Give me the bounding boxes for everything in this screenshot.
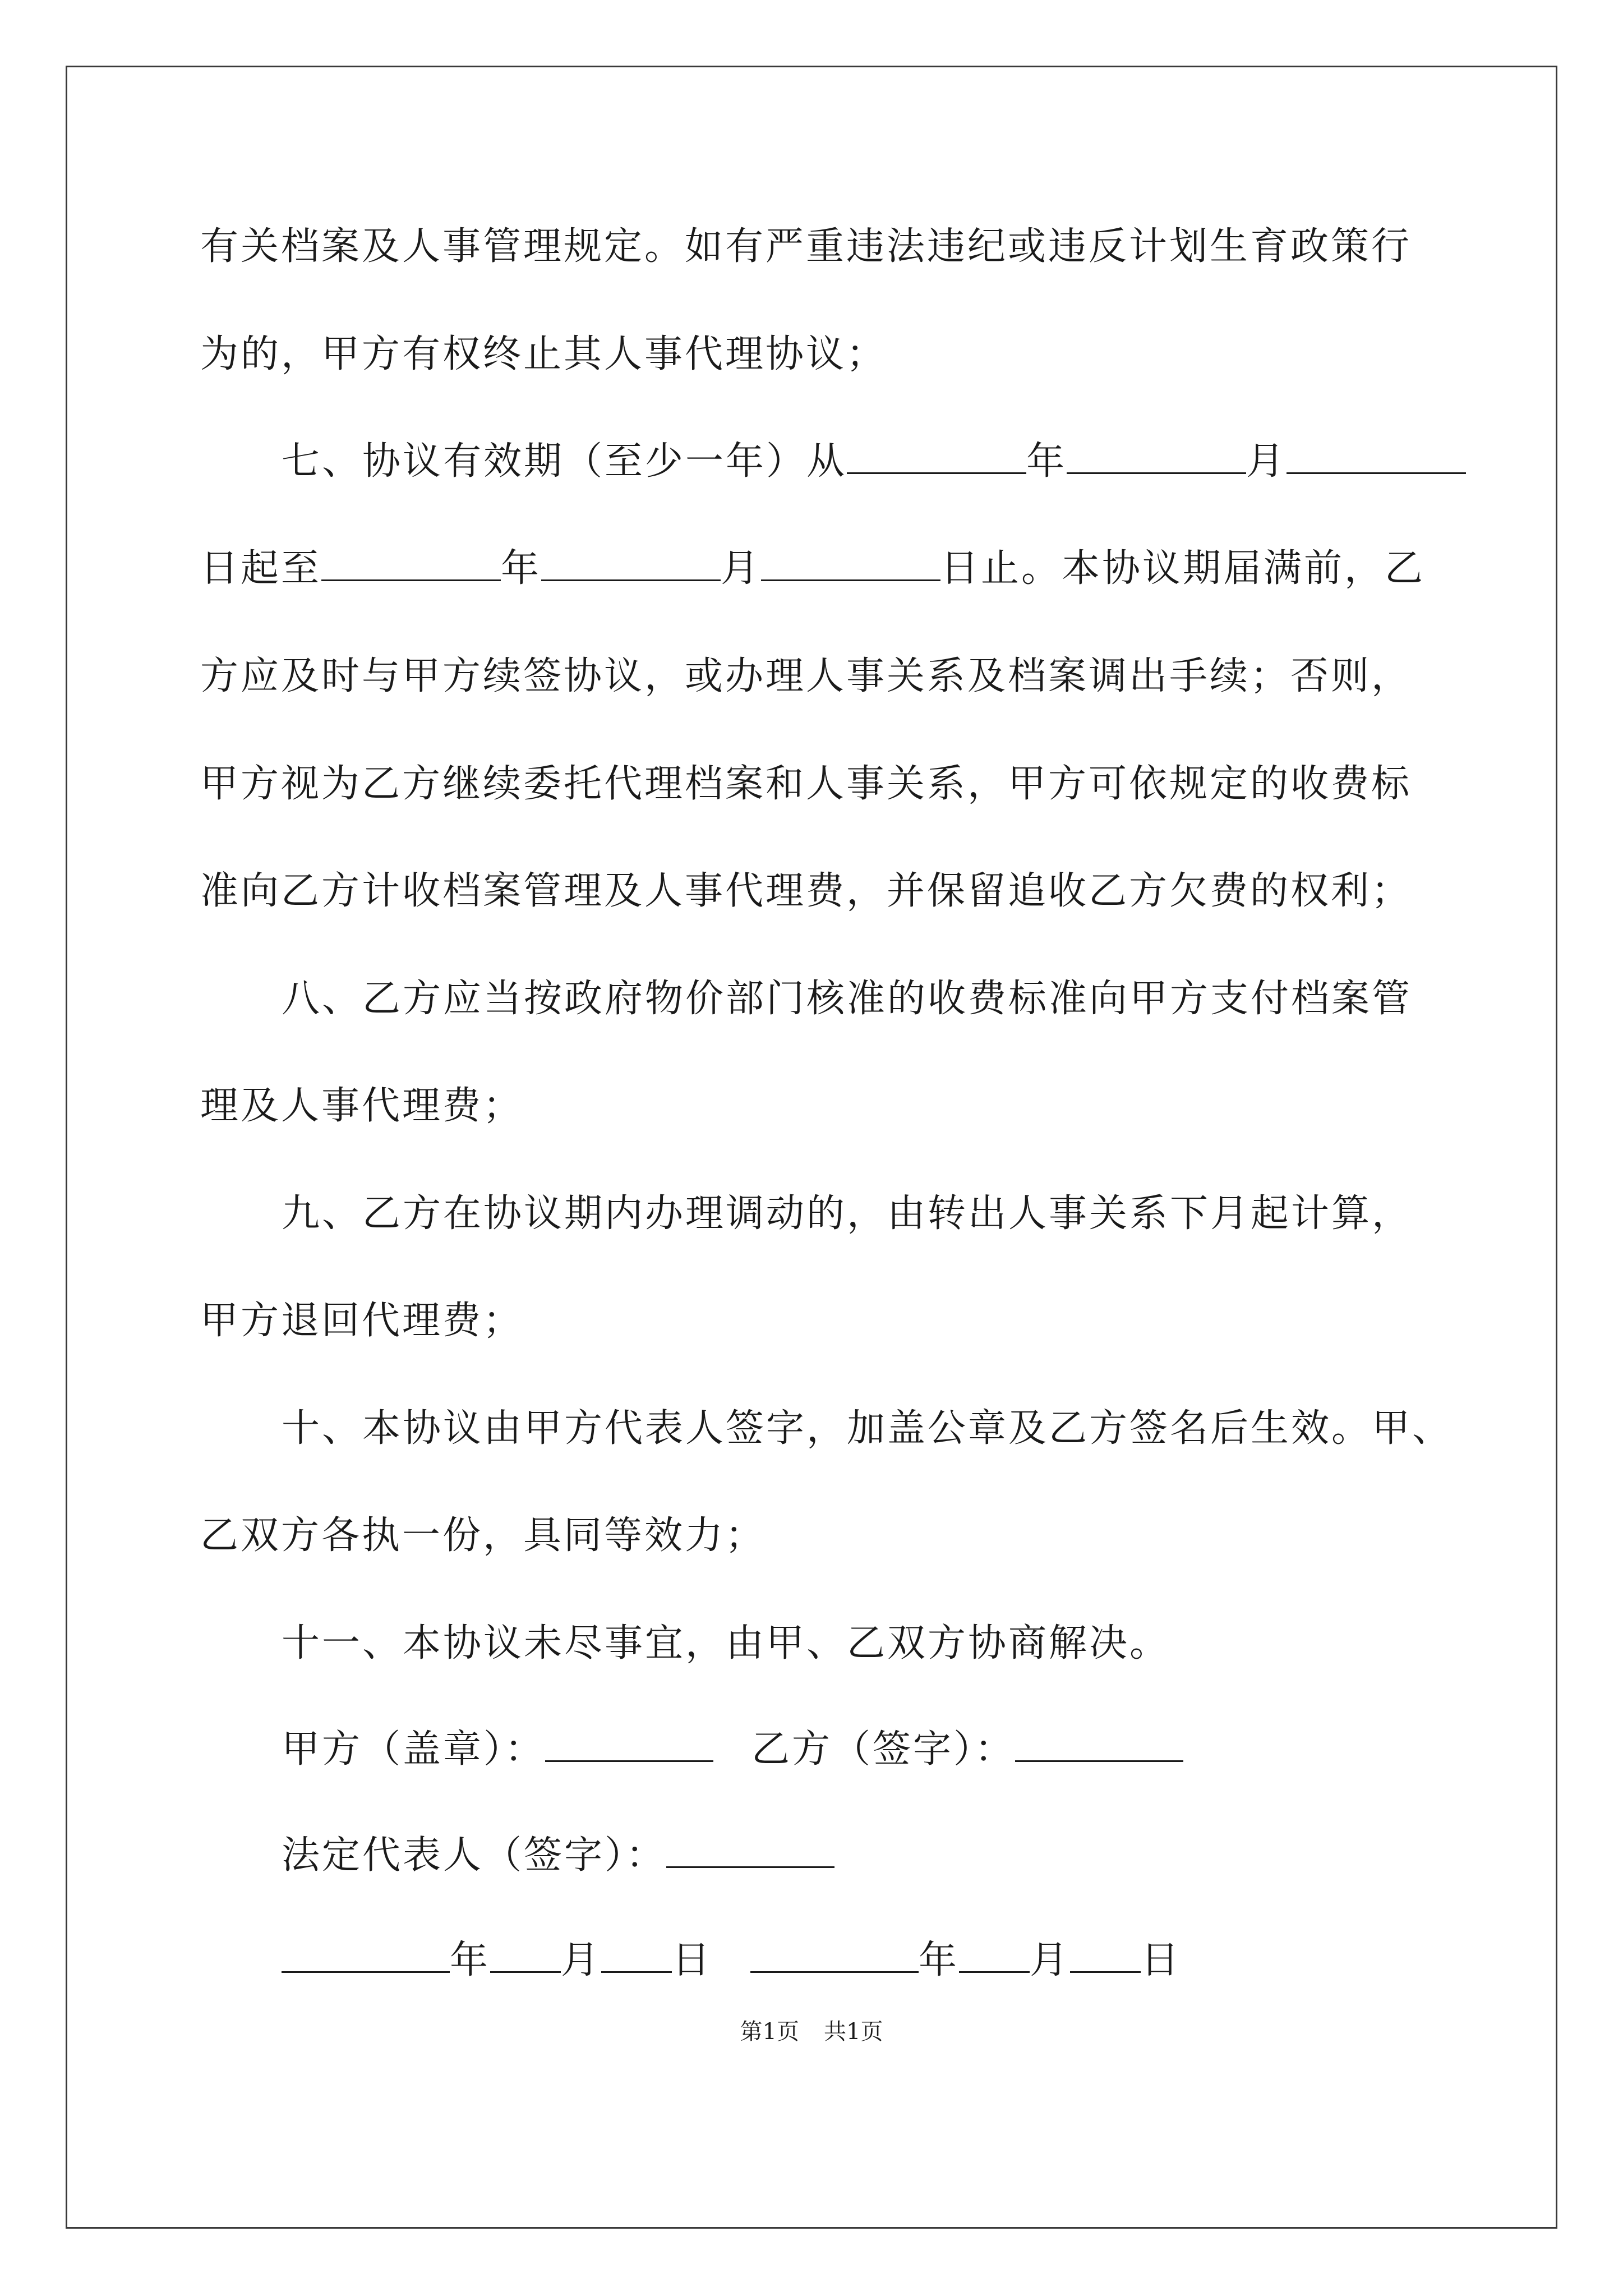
paragraph-line-5: 方应及时与甲方续签协议，或办理人事关系及档案调出手续；否则， — [200, 654, 1412, 698]
end-year-blank — [321, 548, 501, 581]
legal-rep-signature-blank — [666, 1835, 834, 1868]
end-day-blank — [761, 548, 940, 581]
start-year-blank — [847, 441, 1026, 474]
clause-8-line-1: 八、乙方应当按政府物价部门核准的收费标准向甲方支付档案管 — [282, 977, 1413, 1021]
party-a-day-blank — [601, 1940, 672, 1973]
legal-rep-label: 法定代表人（签字）： — [282, 1833, 667, 1878]
party-b-label: 乙方（签字）： — [751, 1727, 1016, 1772]
paragraph-line-6: 甲方视为乙方继续委托代理档案和人事关系，甲方可依规定的收费标 — [200, 762, 1412, 806]
page-border — [66, 66, 1557, 2229]
party-b-year-blank — [750, 1940, 919, 1973]
clause-9-line-2: 甲方退回代理费； — [200, 1299, 524, 1343]
month-label: 月 — [1246, 439, 1287, 484]
party-a-year-blank — [282, 1940, 450, 1973]
day-label: 日 — [672, 1938, 713, 1982]
paragraph-line-1: 有关档案及人事管理规定。如有严重违法违纪或违反计划生育政策行 — [200, 224, 1412, 269]
year-label: 年 — [450, 1938, 491, 1982]
clause-7-text: 七、协议有效期（至少一年）从 — [282, 439, 847, 484]
clause-7-continuation: 日止。本协议期届满前，乙 — [940, 546, 1426, 591]
year-label: 年 — [919, 1938, 960, 1982]
start-month-blank — [1067, 441, 1246, 474]
party-b-day-blank — [1070, 1940, 1141, 1973]
year-label: 年 — [1026, 439, 1067, 484]
year-label: 年 — [501, 546, 542, 591]
month-label: 月 — [1030, 1938, 1071, 1982]
start-day-blank — [1287, 441, 1466, 474]
paragraph-line-7: 准向乙方计收档案管理及人事代理费，并保留追收乙方欠费的权利； — [200, 869, 1412, 913]
party-a-seal-blank — [545, 1729, 713, 1762]
page-total: 共1页 — [824, 2019, 883, 2045]
end-month-blank — [541, 548, 721, 581]
clause-9-line-1: 九、乙方在协议期内办理调动的，由转出人事关系下月起计算， — [282, 1191, 1413, 1236]
clause-7-line-2 — [200, 541, 1425, 597]
clause-10-line-1: 十、本协议由甲方代表人签字，加盖公章及乙方签名后生效。甲、 — [282, 1406, 1453, 1451]
clause-10-line-2: 乙双方各执一份，具同等效力； — [200, 1513, 766, 1558]
date-line — [282, 1932, 1181, 1989]
start-day-suffix: 日起至 — [200, 546, 322, 591]
party-b-month-blank — [959, 1940, 1030, 1973]
clause-8-line-2: 理及人事代理费； — [200, 1084, 524, 1128]
page-number: 第1页 — [740, 2019, 799, 2045]
paragraph-line-2: 为的，甲方有权终止其人事代理协议； — [200, 332, 887, 376]
signature-line-legal-rep — [282, 1828, 834, 1884]
month-label: 月 — [721, 546, 762, 591]
page-footer — [0, 2014, 1623, 2046]
clause-11: 十一、本协议未尽事宜，由甲、乙双方协商解决。 — [282, 1621, 1170, 1665]
party-a-label: 甲方（盖章）： — [282, 1727, 546, 1772]
party-b-signature-blank — [1015, 1729, 1183, 1762]
day-label: 日 — [1141, 1938, 1182, 1982]
party-a-month-blank — [490, 1940, 561, 1973]
clause-7-line-1 — [282, 434, 1466, 490]
month-label: 月 — [561, 1938, 602, 1982]
signature-line-parties — [282, 1722, 1183, 1778]
